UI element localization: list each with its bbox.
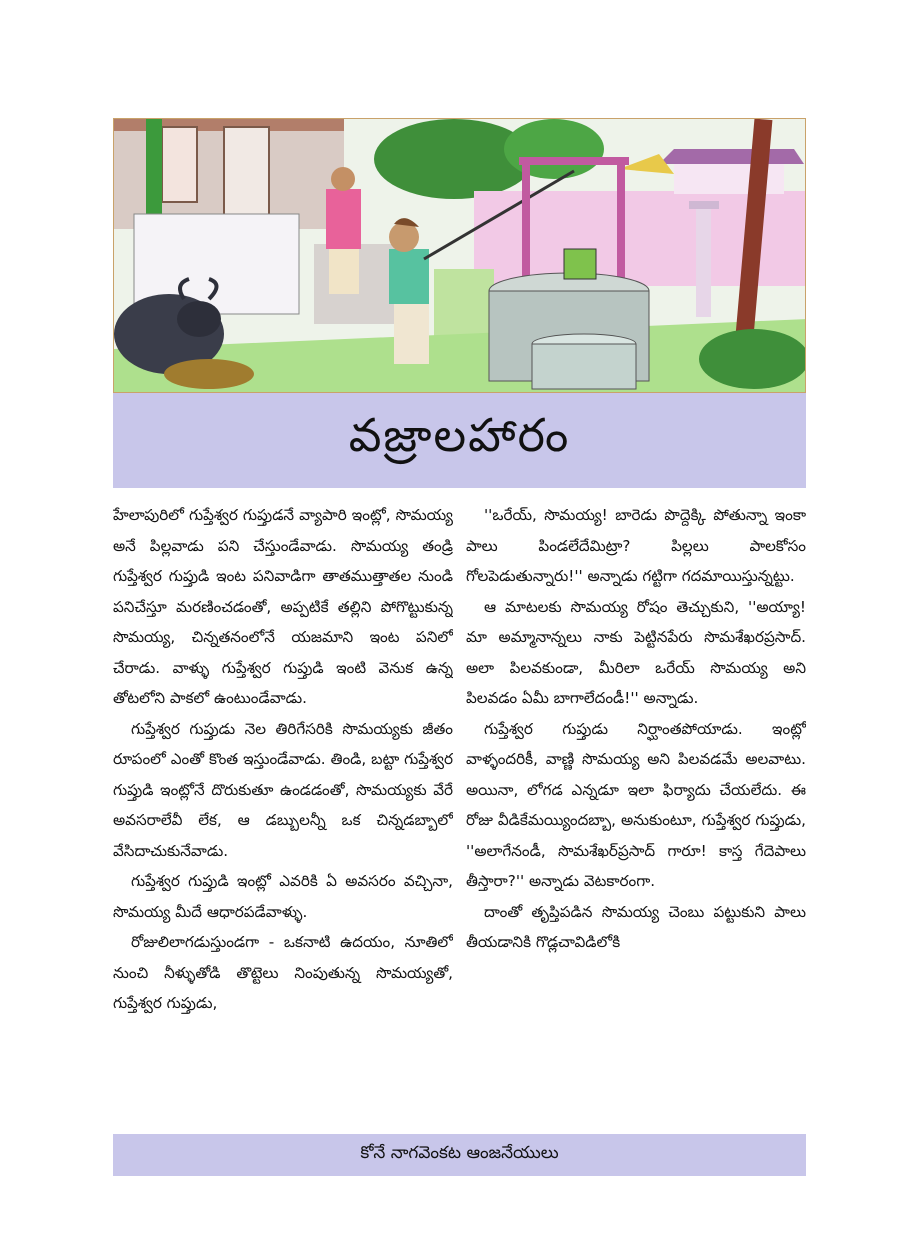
paragraph: హేలాపురిలో గుప్తేశ్వర గుప్తుడనే వ్యాపారి ఇంట్లో, సొమయ్య అనే పిల్లవాడు పని చేస్తుండేవాడు. సొమయ్య తండ్రి గుప్తేశ్వర గుప్తుడి ఇంట పనివాడిగా తాతముత్తాతల నుండి పనిచేస్తూ మరణించడంతో, అప్పటికే తల్లిని పోగొట్టుకున్న సొమయ్య, చిన్నతనంలోనే యజమాని ఇంట పనిలో చేరాడు. వాళ్ళు గుప్తేశ్వర గుప్తుడి ఇంటి వెనుక ఉన్న తోటలోని పాకలో ఉంటుండేవాడు. (113, 506, 453, 707)
paragraph: ''ఒరేయ్, సొమయ్య! బారెడు పొద్దెక్కి పోతున్నా ఇంకా పాలు పిండలేదేమిట్రా? పిల్లలు పాలకోసం గోలపెడుతున్నారు!'' అన్నాడు గట్టిగా గదమాయిస్తున్నట్టు. (466, 506, 806, 585)
paragraph: రోజులిలాగడుస్తుండగా - ఒకనాటి ఉదయం, నూతిలో నుంచి నీళ్ళుతోడి తొట్టెలు నింపుతున్న సొమయ్యతో, గుప్తేశ్వర గుప్తుడు, (113, 933, 453, 1012)
paragraph: గుప్తేశ్వర గుప్తుడు నెల తిరిగేసరికి సొమయ్యకు జీతం రూపంలో ఎంతో కొంత ఇస్తుండేవాడు. తిండి, బట్టా గుప్తేశ్వర గుప్తుడి ఇంట్లోనే దొరుకుతూ ఉండడంతో, సొమయ్యకు వేరే అవసరాలేవీ లేక, ఆ డబ్బులన్నీ ఒక చిన్నడబ్బాలో వేసిదాచుకునేవాడు. (113, 719, 453, 860)
author-band (113, 1134, 806, 1176)
column-left (113, 500, 453, 1125)
story-illustration (113, 118, 806, 393)
paragraph: గుప్తేశ్వర గుప్తుడి ఇంట్లో ఎవరికి ఏ అవసరం వచ్చినా, సొమయ్య మీదే ఆధారపడేవాళ్ళు. (113, 872, 453, 921)
paragraph: ఆ మాటలకు సొమయ్య రోషం తెచ్చుకుని, ''అయ్యా! మా అమ్మానాన్నలు నాకు పెట్టినపేరు సొమశేఖరప్రసాద్. అలా పిలవకుండా, మీరిలా ఒరేయ్ సొమయ్య అని పిలవడం ఏమీ బాగాలేదండీ!'' అన్నాడు. (466, 597, 806, 707)
paragraph: గుప్తేశ్వర గుప్తుడు నిర్ఘాంతపోయాడు. ఇంట్లో వాళ్ళందరికీ, వాణ్ణి సొమయ్య అని పిలవడమే అలవాటు. అయినా, లోగడ ఎన్నడూ ఇలా ఫిర్యాదు చేయలేదు. ఈ రోజు వీడికేమయ్యిందబ్బా, అనుకుంటూ, గుప్తేశ్వర గుప్తుడు, ''అలాగేనండీ, సొమశేఖర్‌ప్రసాద్ గారూ! కాస్త గేదెపాలు తీస్తారా?'' అన్నాడు వెటకారంగా. (466, 719, 806, 890)
story-body (113, 500, 806, 1125)
title-band (113, 393, 806, 488)
story-title: వజ్రాలహారం (348, 407, 571, 462)
column-right (466, 500, 806, 1125)
paragraph: దాంతో తృప్తిపడిన సొమయ్య చెంబు పట్టుకుని పాలు తీయడానికి గొడ్లచావిడిలోకి (466, 902, 806, 951)
author-name: కోనే నాగవెంకట ఆంజనేయులు (360, 1143, 559, 1163)
